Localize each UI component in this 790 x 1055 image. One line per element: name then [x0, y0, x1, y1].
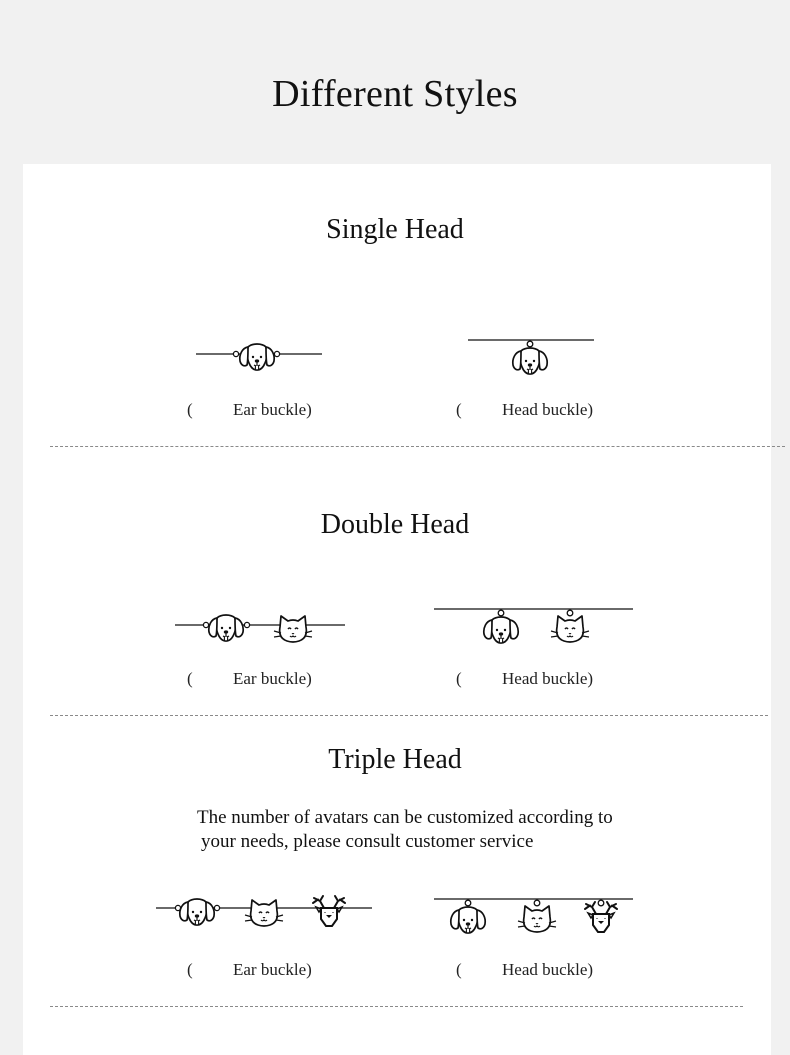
- section-title-triple-head: Triple Head: [328, 744, 462, 775]
- ring-icon: [498, 610, 504, 616]
- customization-note-line-1: The number of avatars can be customized according to: [197, 807, 613, 828]
- section-title-double-head: Double Head: [320, 509, 470, 540]
- caption-double-ear-buckle: ( Ear buckle): [187, 669, 312, 688]
- ring-icon: [274, 351, 279, 356]
- caption-triple-head-buckle: ( Head buckle): [456, 960, 594, 979]
- double-ear-buckle-illustration: [175, 615, 345, 642]
- caption-single-ear-buckle: ( Ear buckle): [187, 400, 312, 419]
- customization-note-line-2: your needs, please consult customer service: [201, 831, 534, 852]
- section-title-single-head: Single Head: [326, 214, 464, 245]
- caption-double-head-buckle: ( Head buckle): [456, 669, 594, 688]
- ring-icon: [567, 610, 573, 616]
- single-ear-buckle-illustration: [196, 344, 322, 370]
- double-head-buckle-illustration: [434, 609, 633, 643]
- ring-icon: [233, 351, 238, 356]
- ring-icon: [214, 905, 219, 910]
- triple-head-buckle-illustration: [434, 899, 633, 933]
- caption-triple-ear-buckle: ( Ear buckle): [187, 960, 312, 979]
- cat-face-icon: [245, 900, 283, 926]
- cat-face-icon: [551, 616, 589, 642]
- triple-ear-buckle-illustration: [156, 896, 372, 926]
- ring-icon: [534, 900, 540, 906]
- dog-face-icon: [180, 899, 214, 925]
- single-head-buckle-illustration: [468, 340, 594, 374]
- cat-face-icon: [274, 616, 312, 642]
- page-title: Different Styles: [272, 73, 518, 115]
- dog-face-icon: [451, 907, 485, 933]
- ring-icon: [598, 900, 604, 906]
- dog-face-icon: [513, 348, 547, 374]
- dog-face-icon: [484, 617, 518, 643]
- deer-face-icon: [313, 896, 345, 926]
- dog-face-icon: [209, 615, 243, 641]
- caption-single-head-buckle: ( Head buckle): [456, 400, 594, 419]
- ring-icon: [527, 341, 533, 347]
- deer-face-icon: [585, 902, 617, 932]
- ring-icon: [244, 622, 249, 627]
- dog-face-icon: [240, 344, 274, 370]
- ring-icon: [203, 622, 208, 627]
- cat-face-icon: [518, 906, 556, 932]
- ring-icon: [465, 900, 471, 906]
